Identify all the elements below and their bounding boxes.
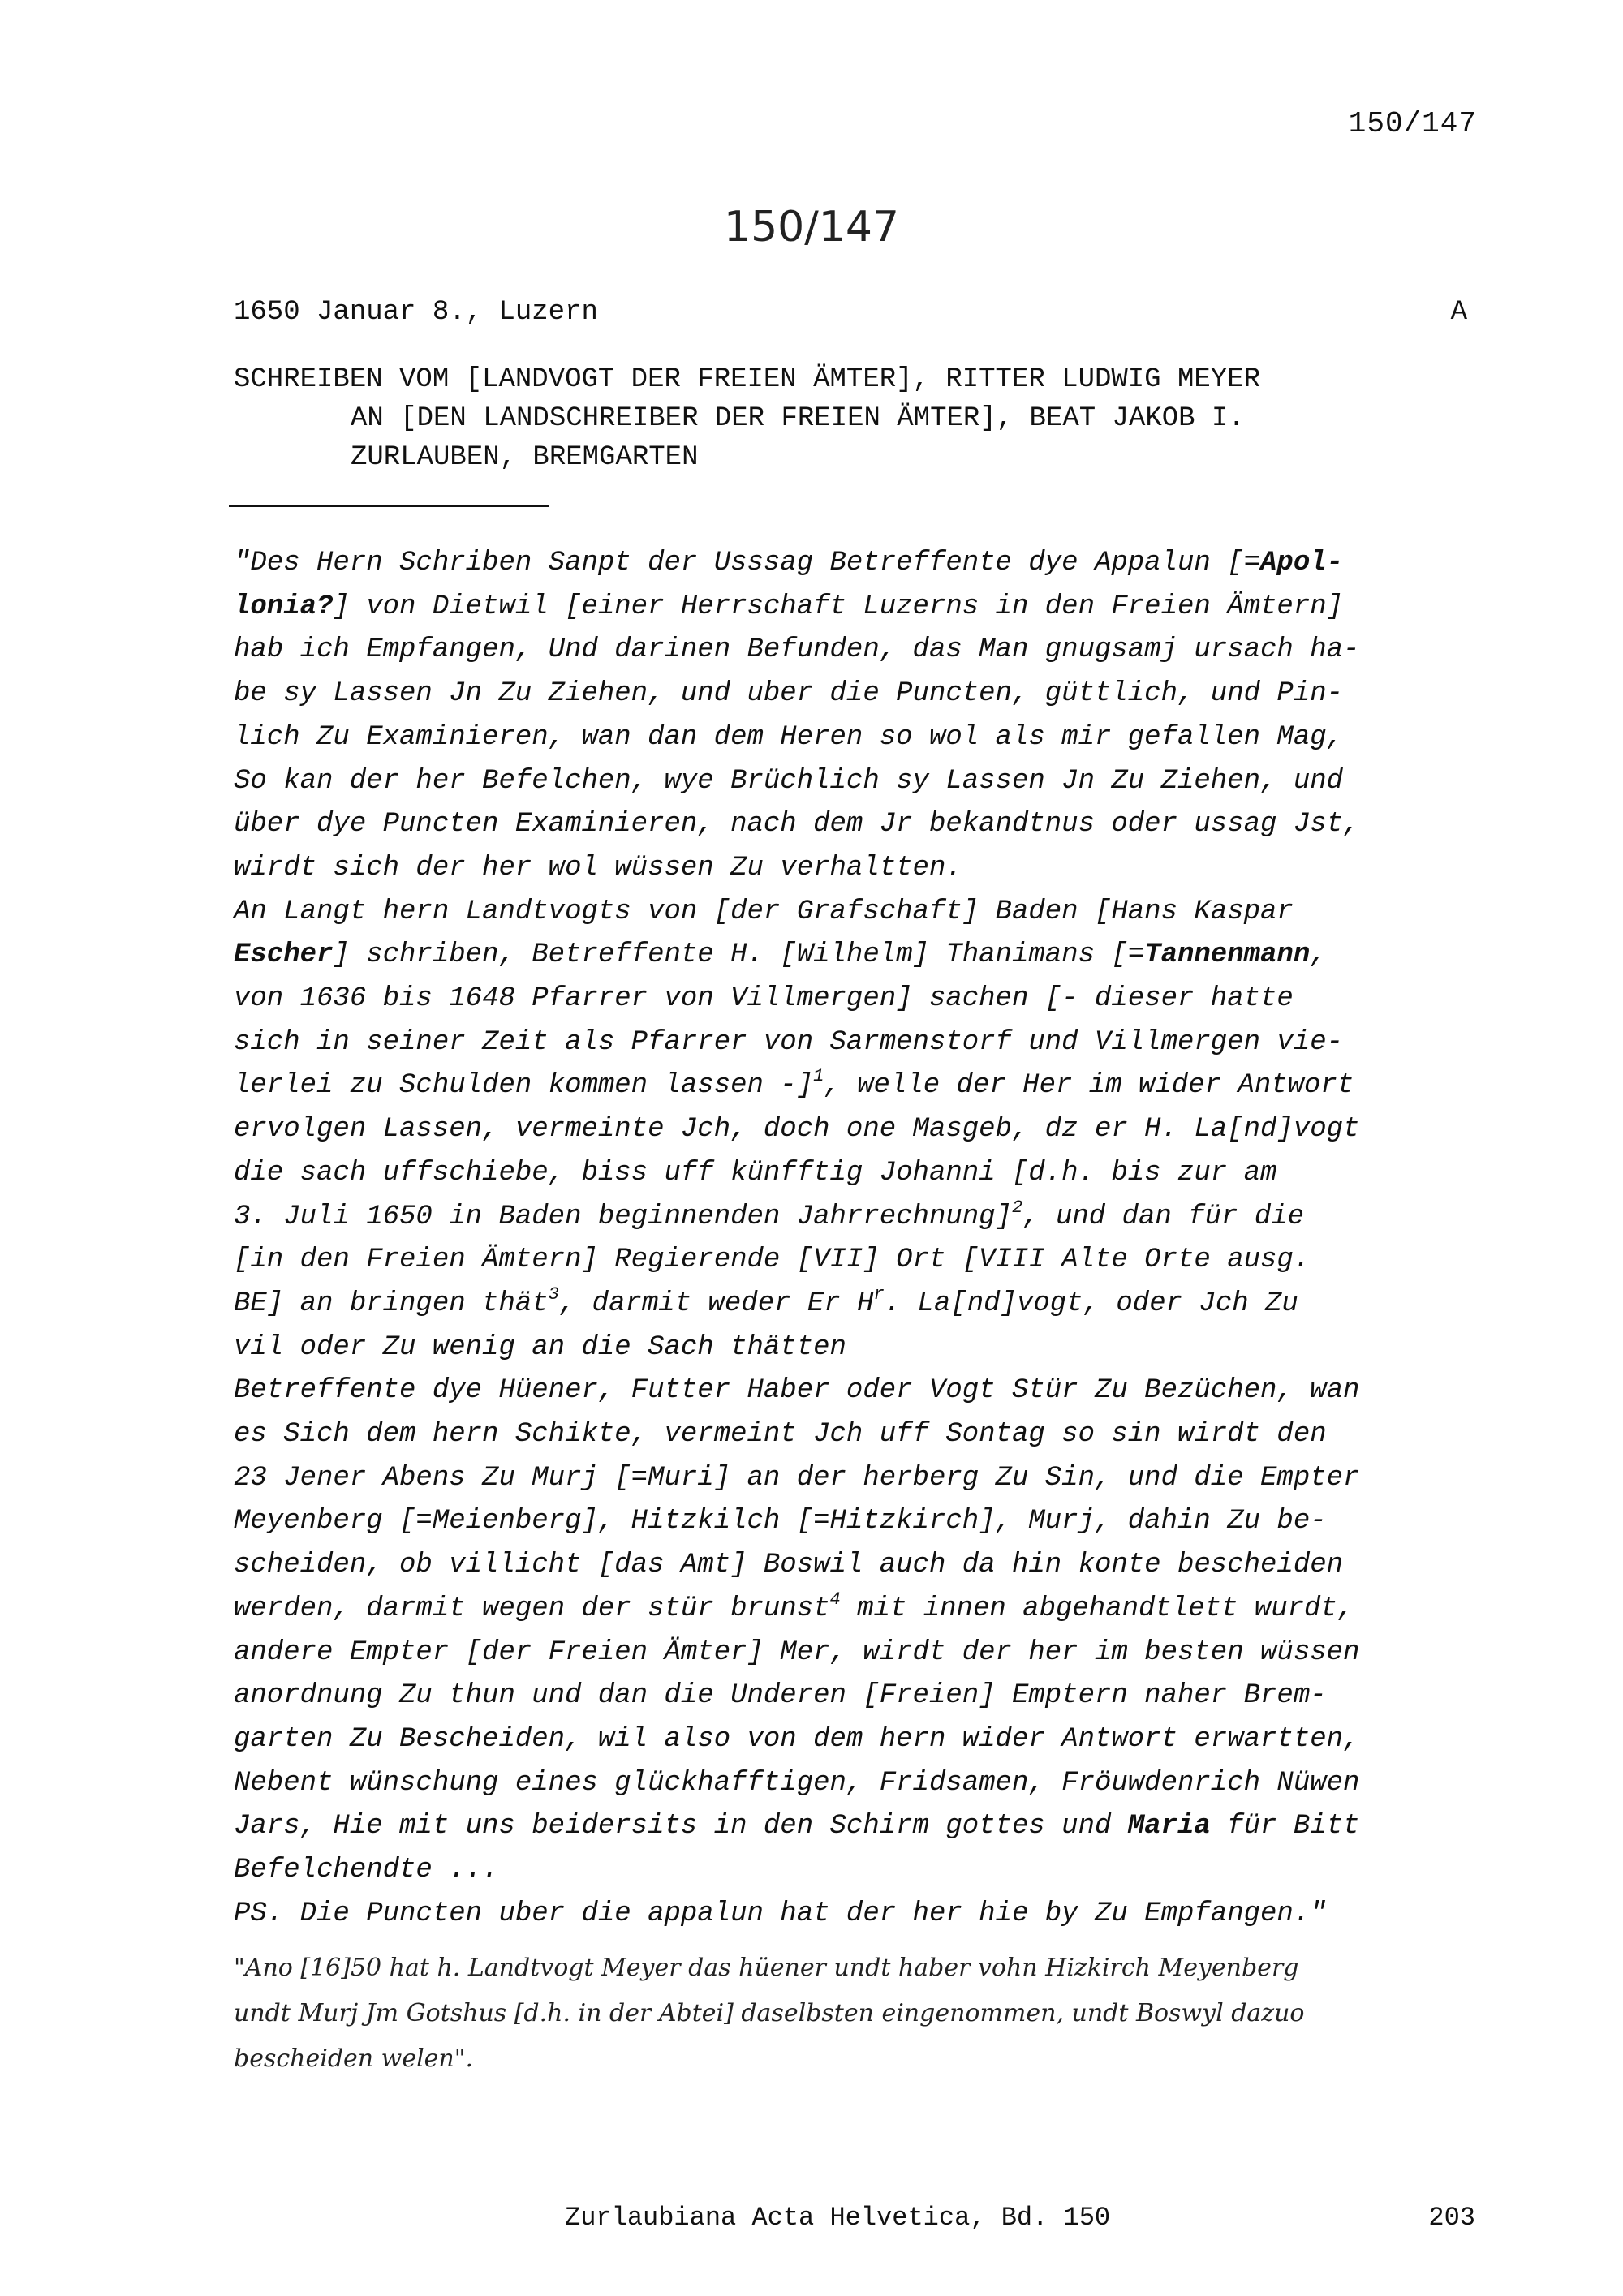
page-number: 203 — [1428, 2203, 1475, 2233]
footnote-ref: 4 — [829, 1589, 841, 1610]
text-line: sich in seiner Zeit als Pfarrer von Sarmenstorf und Villmergen vie- — [234, 1026, 1344, 1058]
text-line: An Langt hern Landtvogts von [der Grafschaft] Baden [Hans Kaspar — [234, 896, 1294, 927]
footer-title: Zurlaubiana Acta Helvetica, Bd. 150 — [565, 2203, 1111, 2233]
text-line: Befelchendte ... — [234, 1855, 499, 1886]
note-line: bescheiden welen". — [234, 2044, 474, 2073]
title-line: ZURLAUBEN, BREMGARTEN — [351, 442, 699, 473]
text-line: "Des Hern Schriben Sanpt der Usssag Betreffente dye Appalun [=Apol- — [234, 548, 1344, 578]
text-line: 23 Jener Abens Zu Murj [=Muri] an der herberg Zu Sin, und die Empter — [234, 1462, 1360, 1494]
text-line: hab ich Empfangen, Und darinen Befunden, das Man gnugsamj ursach ha- — [234, 634, 1360, 666]
text-line: andere Empter [der Freien Ämter] Mer, wirdt der her im besten wüssen — [234, 1636, 1360, 1668]
text-line: vil oder Zu wenig an die Sach thätten — [234, 1331, 846, 1363]
title-line: SCHREIBEN VOM [LANDVOGT DER FREIEN ÄMTER], RITTER LUDWIG MEYER — [234, 364, 1261, 395]
text-line: Betreffente dye Hüener, Futter Haber oder Vogt Stür Zu Bezüchen, wan — [234, 1375, 1360, 1407]
text-line: es Sich dem hern Schikte, vermeint Jch uff Sontag so sin wirdt den — [234, 1419, 1327, 1451]
text-line: lich Zu Examinieren, wan dan dem Heren so wol als mir gefallen Mag, — [234, 721, 1344, 753]
text-line: wirdt sich der her wol wüssen Zu verhaltten. — [234, 852, 962, 884]
text-line: lonia?] von Dietwil [einer Herrschaft Luzerns in den Freien Ämtern] — [234, 591, 1344, 622]
note-quote — [234, 1946, 1475, 2082]
text-line: So kan der her Befelchen, wye Brüchlich sy Lassen Jn Zu Ziehen, und — [234, 765, 1344, 797]
text-line: 3. Juli 1650 in Baden beginnenden Jahrrechnung]$^2$, und dan für die — [234, 1197, 1305, 1232]
document-title — [234, 360, 1471, 477]
footnote-ref: 2 — [1011, 1197, 1023, 1218]
date-place: 1650 Januar 8., Luzern — [234, 297, 598, 328]
date-line — [234, 297, 1467, 328]
separator-rule — [229, 505, 549, 507]
text-line: scheiden, ob villicht [das Amt] Boswil auch da hin konte bescheiden — [234, 1550, 1344, 1581]
footnote-ref: 1 — [813, 1066, 824, 1087]
classification-letter: A — [1450, 297, 1467, 328]
title-line: AN [DEN LANDSCHREIBER DER FREIEN ÄMTER], BEAT JAKOB I. — [351, 403, 1245, 434]
text-line: garten Zu Bescheiden, wil also von dem hern wider Antwort erwartten, — [234, 1723, 1360, 1755]
text-line: Escher] schriben, Betreffente H. [Wilhelm] Thanimans [=Tannenmann, — [234, 939, 1327, 971]
text-line: die sach uffschiebe, biss uff künfftig Johanni [d.h. bis zur am — [234, 1157, 1277, 1189]
text-line: be sy Lassen Jn Zu Ziehen, und uber die Puncten, güttlich, und Pin- — [234, 678, 1344, 710]
text-line: anordnung Zu thun und dan die Underen [Freien] Emptern naher Brem- — [234, 1680, 1327, 1712]
text-line: BE] an bringen thät$^3$, darmit weder Er $H^r$. La[nd]vogt, oder Jch Zu — [234, 1283, 1298, 1319]
note-line: undt Murj Jm Gotshus [d.h. in der Abtei] daselbsten eingenommen, undt Boswyl dazuo — [234, 1999, 1305, 2027]
letter-text — [234, 542, 1475, 1937]
text-line: ervolgen Lassen, vermeinte Jch, doch one Masgeb, dz er H. La[nd]vogt — [234, 1114, 1360, 1146]
footnote-ref: 3 — [548, 1283, 559, 1305]
text-line: von 1636 bis 1648 Pfarrer von Villmergen] sachen [- dieser hatte — [234, 983, 1294, 1015]
running-header-number: 150/147 — [1348, 107, 1477, 140]
text-line: werden, darmit wegen der stür brunst$^4$ mit innen abgehandtlett wurdt, — [234, 1589, 1354, 1624]
text-line: [in den Freien Ämtern] Regierende [VII] Ort [VIII Alte Orte ausg. — [234, 1245, 1311, 1276]
text-line: Jars, Hie mit uns beidersits in den Schirm gottes und Maria für Bitt — [234, 1811, 1360, 1842]
text-line: über dye Puncten Examinieren, nach dem Jr bekandtnus oder ussag Jst, — [234, 809, 1360, 841]
text-line: Nebent wünschung eines glückhafftigen, Fridsamen, Fröuwdenrich Nüwen — [234, 1767, 1360, 1799]
superscript-abbrev: r — [873, 1283, 885, 1305]
document-number: 150/147 — [723, 203, 900, 252]
text-line: Meyenberg [=Meienberg], Hitzkilch [=Hitzkirch], Murj, dahin Zu be- — [234, 1506, 1327, 1537]
text-line: lerlei zu Schulden kommen lassen -]$^1$, welle der Her im wider Antwort — [234, 1066, 1354, 1102]
note-line: "Ano [16]50 hat h. Landtvogt Meyer das hüener undt haber vohn Hizkirch Meyenberg — [234, 1954, 1299, 1982]
text-line: PS. Die Puncten uber die appalun hat der her hie by Zu Empfangen." — [234, 1898, 1327, 1929]
